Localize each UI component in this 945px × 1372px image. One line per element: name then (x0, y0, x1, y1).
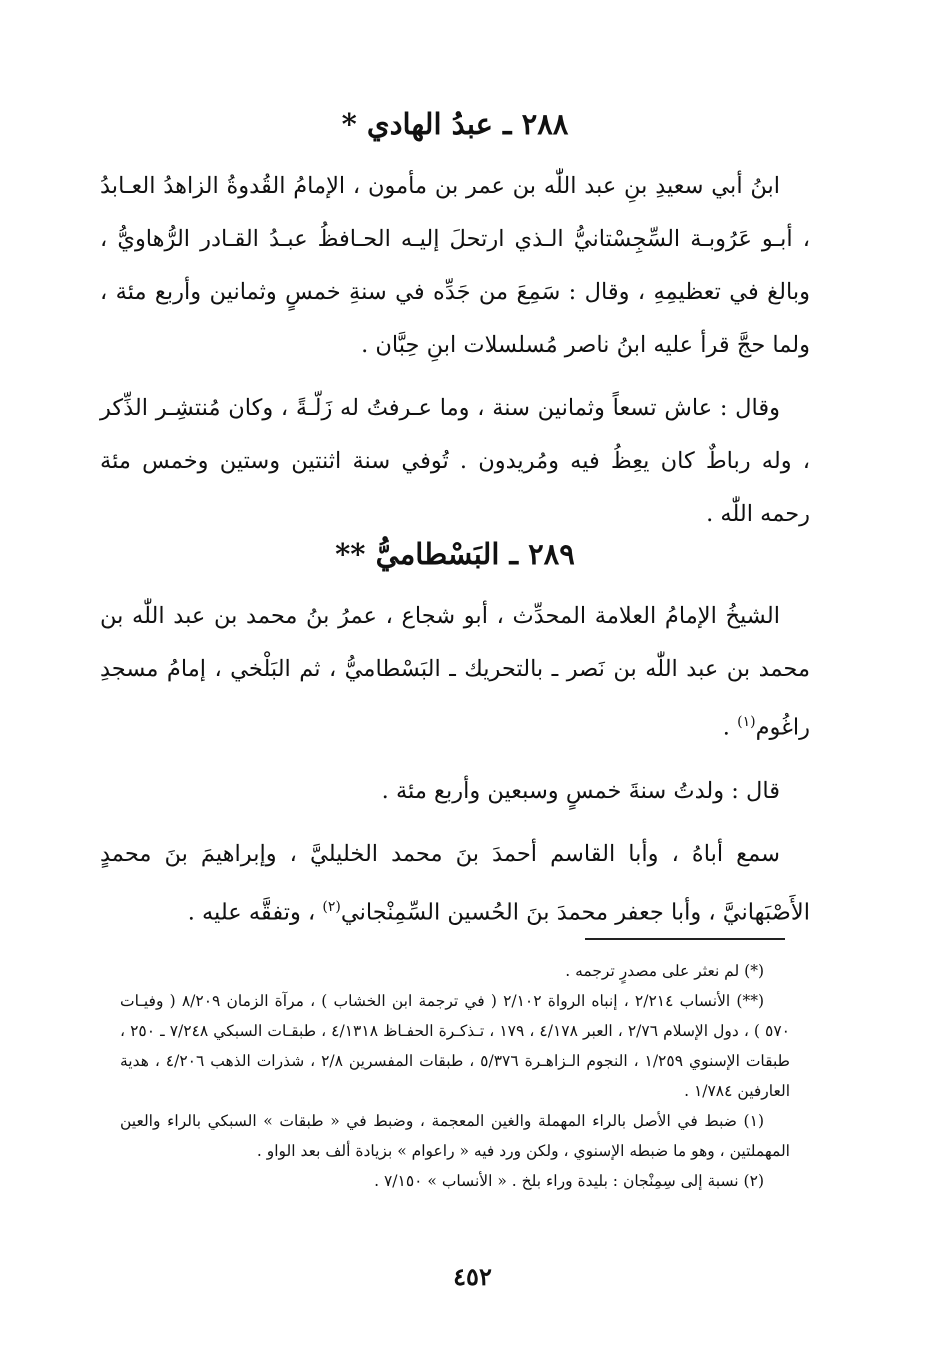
entry-288-paragraph-1: ابنُ أبي سعيدِ بنِ عبد اللّٰه بن عمر بن مأمون ، الإمامُ القُدوةُ الزاهدُ العـابدُ ، أبـو عَرُوبـة السِّجِسْتانيُّ الـذي ارتحلَ إليـه الحـافظُ عبـدُ القـادر الرُّهاويُّ ، وبالغ في تعظيمِهِ ، وقال : سَمِعَ من جَدِّه في سنةِ خمسٍ وثمانين وأربع مئة ، ولما حجَّ قرأ عليه ابنُ ناصر مُسلسلات ابنِ حِبَّان . (100, 173, 810, 358)
entry-289-heading: ٢٨٩ ـ البَسْطاميُّ ** (335, 537, 575, 571)
footnote-ref-1: (١) (737, 714, 756, 730)
footnote-2: (**) الأنساب ٢/٢١٤ ، إنباه الرواة ٢/١٠٢ ( في ترجمة ابن الخشاب ) ، مرآة الزمان ٨/٢٠٩ ( وفيـات ٥٧٠ ) ، دول الإسلام ٢/٧٦ ، العبر ٤/١٧٨ ، ١٧٩ ، تـذكـرة الحفـاظ ٤/١٣١٨ ، طبقـات السبكي ٧/٢٤٨ ـ ٢٥٠ ، طبقات الإسنوي ١/٢٥٩ ، النجوم الـزاهـرة ٥/٣٧٦ ، طبقات المفسرين ٢/٨ ، شذرات الذهب ٤/٢٠٦ ، هدية العارفين ١/٧٨٤ . (120, 992, 790, 1100)
footnote-4: (٢) نسبة إلى سِمِنْجان : بليدة وراء بلخ . « الأنساب » ٧/١٥٠ . (374, 1172, 764, 1190)
entry-289-paragraph-1-end: . (722, 714, 738, 741)
entry-289-paragraph-2: قال : ولدتُ سنةَ خمسٍ وسبعين وأربع مئة . (381, 777, 780, 804)
page-number: ٤٥٢ (453, 1262, 492, 1291)
entry-288-body (100, 160, 810, 541)
entry-289-body (100, 590, 810, 939)
entry-289-paragraph-3-end: ، وتفقَّه عليه . (187, 899, 323, 925)
entry-289-paragraph-1-text: الشيخُ الإمامُ العلامة المحدِّث ، أبو شجاع ، عمرُ بنُ محمد بن عبد اللّٰه بن محمد بن عبد اللّٰه بن نَصر ـ بالتحريك ـ البَسْطاميُّ ، ثم البَلْخي ، إمامُ مسجدِ راغُوم (100, 603, 810, 741)
entry-289-paragraph-1 (100, 590, 810, 755)
entry-289-paragraph-3-text: سمع أباهُ ، وأبا القاسم أحمدَ بنَ محمد الخليليَّ ، وإبراهيمَ بنَ محمدٍ الأَصْبَهانيَّ ، وأبا جعفر محمدَ بنَ الحُسين السِّمِنْجاني (100, 840, 810, 925)
entry-288-paragraph-2: وقال : عاش تسعاً وثمانين سنة ، وما عـرفتُ له زَلّـةً ، وكان مُنتشِـر الذِّكر ، وله رباطٌ كان يعِظُ فيه ومُريدون . تُوفي سنة اثنتين وستين وخمس مئة رحمه اللّٰه . (100, 395, 810, 527)
entry-288-heading: ٢٨٨ ـ عبدُ الهادي * (341, 107, 569, 141)
footnote-3: (١) ضبط في الأصل بالراء المهملة والغين المعجمة ، وضبط في « طبقات » السبكي بالراء والعين المهملتين ، وهو ما ضبطه الإسنوي ، ولكن ورد فيه « راعوام » بزيادة ألف بعد الواو . (120, 1112, 790, 1160)
footnote-1: (*) لم نعثر على مصدرٍ ترجمه . (565, 962, 764, 980)
footnotes (120, 956, 790, 1196)
footnote-divider (585, 938, 785, 940)
footnote-ref-2: (٢) (322, 898, 341, 915)
entry-289-paragraph-3 (100, 828, 810, 940)
